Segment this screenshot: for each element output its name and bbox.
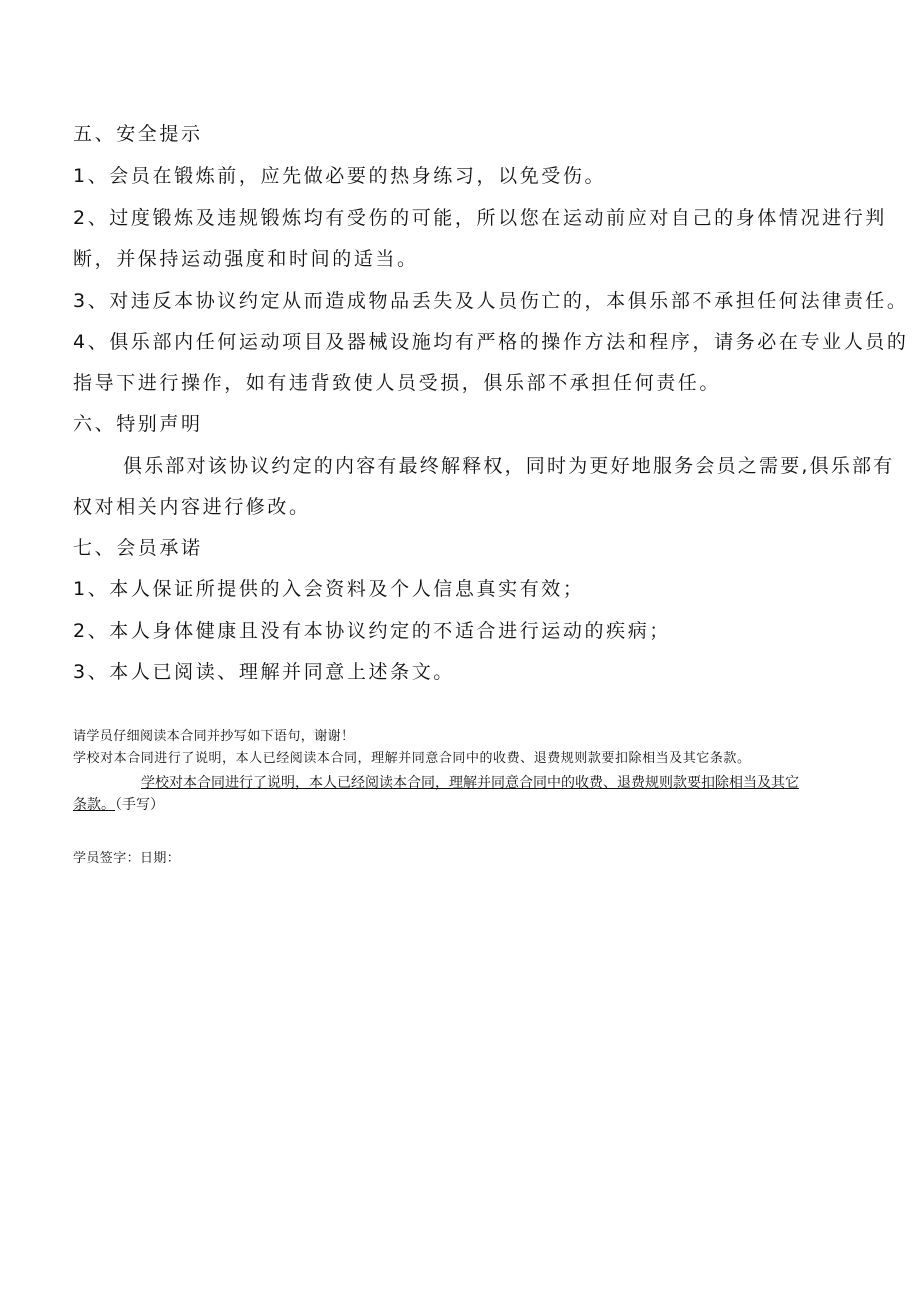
safety-item-continued: 断，并保持运动强度和时间的适当。 bbox=[73, 248, 419, 270]
handwritten-line: 条款。 bbox=[73, 797, 115, 813]
section-heading-safety: 五、安全提示 bbox=[73, 123, 203, 145]
statement-text: 俱乐部对该协议约定的内容有最终解释权，同时为更好地服务会员之需要,俱乐部有 bbox=[123, 455, 895, 477]
section-heading-commitment: 七、会员承诺 bbox=[73, 537, 203, 559]
safety-item: 4、俱乐部内任何运动项目及器械设施均有严格的操作方法和程序，请务必在专业人员的 bbox=[73, 331, 909, 353]
statement-text-continued: 权对相关内容进行修改。 bbox=[73, 496, 311, 518]
signature-date-label: 学员签字：日期： bbox=[73, 851, 181, 866]
safety-item: 3、对违反本协议约定从而造成物品丢失及人员伤亡的，本俱乐部不承担任何法律责任。 bbox=[73, 290, 909, 312]
safety-item: 1、会员在锻炼前，应先做必要的热身练习，以免受伤。 bbox=[73, 165, 607, 187]
commitment-item: 1、本人保证所提供的入会资料及个人信息真实有效； bbox=[73, 578, 585, 600]
notice-sentence: 学校对本合同进行了说明，本人已经阅读本合同，理解并同意合同中的收费、退费规则款要扣除相当及其它条款。 bbox=[73, 751, 751, 766]
safety-item-continued: 指导下进行操作，如有违背致使人员受损，俱乐部不承担任何责任。 bbox=[73, 372, 722, 394]
safety-item: 2、过度锻炼及违规锻炼均有受伤的可能，所以您在运动前应对自己的身体情况进行判 bbox=[73, 207, 887, 229]
section-heading-statement: 六、特别声明 bbox=[73, 413, 203, 435]
commitment-item: 2、本人身体健康且没有本协议约定的不适合进行运动的疾病； bbox=[73, 620, 671, 642]
commitment-item: 3、本人已阅读、理解并同意上述条文。 bbox=[73, 661, 455, 683]
handwritten-note: （手写） bbox=[115, 797, 164, 813]
notice-instruction: 请学员仔细阅读本合同并抄写如下语句，谢谢！ bbox=[73, 729, 355, 744]
handwritten-line: 学校对本合同进行了说明，本人已经阅读本合同，理解并同意合同中的收费、退费规则款要扣除相当及其它 bbox=[141, 775, 799, 791]
handwritten-copy bbox=[73, 772, 863, 816]
